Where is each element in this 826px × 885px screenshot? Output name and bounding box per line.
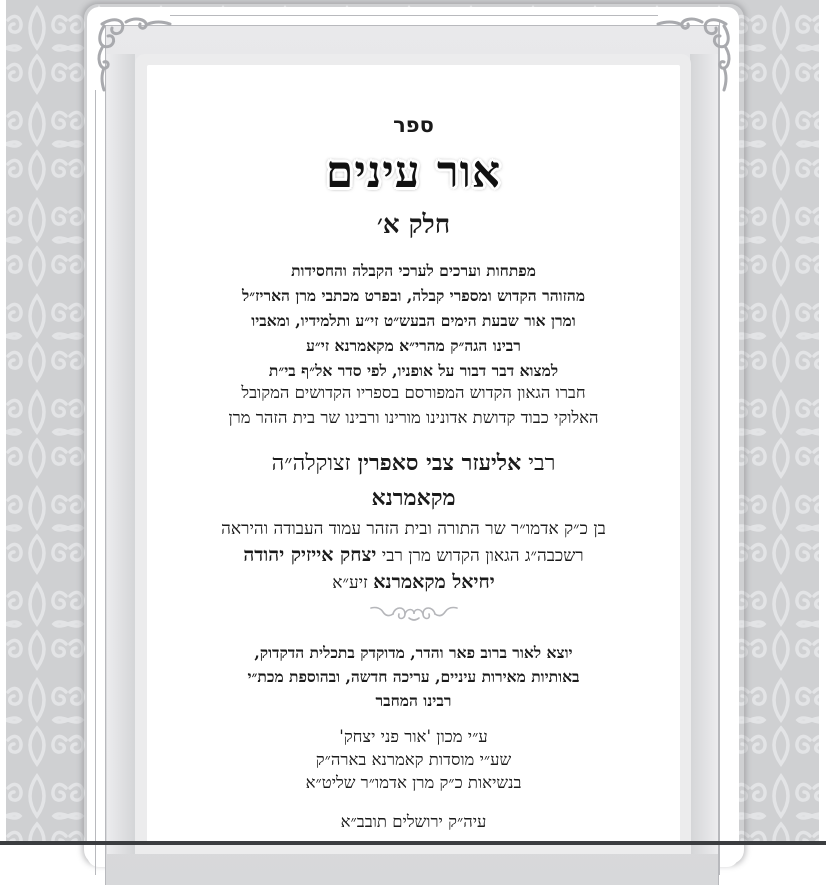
description-line: רבינו הגה״ק מהרי״א מקאמרנא זי״ע [306,336,521,355]
author-prefix: רבי [528,451,556,476]
scroll-flourish-icon [369,602,459,624]
description-line: מפתחות וערכים לערכי הקבלה והחסידות [291,261,536,280]
father-line-1: בן כ״ק אדמו״ר שר התורה ובית הזהר עמוד העבודה והיראה [221,519,606,539]
description-line: ומרן אור שבעת הימים הבעש״ט זי״ע ותלמידיו, ומאביו [251,311,576,330]
author-name-line [147,446,680,481]
publisher-line: שע״י מוסדות קאמרנא בארה״ק [315,750,512,769]
father-line-2 [147,542,680,569]
book-title: אור עינים [325,147,502,198]
description-line: מהזוהר הקדוש ומספרי קבלה, ובפרט מכתבי מרן האריז״ל [241,286,586,305]
published-line: רבינו המחבר [375,691,452,710]
sefer-label: ספר [393,113,434,137]
publisher-line: בנשיאות כ״ק מרן אדמו״ר שליט״א [305,773,522,792]
father-name-cont: יחיאל מקאמרנא [373,571,495,593]
father-line-3 [147,569,680,596]
published-line: באותיות מאירות עיניים, עריכה חדשה, ובהוספת מכת״י [247,667,580,686]
publisher-line: ע״י מכון 'אור פני יצחק' [339,727,488,746]
description-block [147,258,680,383]
composed-by-block [147,380,680,430]
father-block [147,516,680,596]
father-prefix: רשכבה״ג הגאון הקדוש מרן רבי [381,546,584,566]
frame-band-right [690,54,718,854]
volume-label: חלק א׳ [376,210,451,240]
author-place: מקאמרנא [371,485,456,511]
author-block [147,446,680,516]
father-suffix: זיע״א [332,573,368,593]
description-line: למצוא דבר דבור על אופניו, לפי סדר אל״ף בי״ת [268,361,559,380]
published-line: יוצא לאור ברוב פאר והדר, מדוקדק בתכלית הדקדוק, [254,643,573,662]
publisher-block [147,725,680,794]
author-suffix: זצוקלה״ה [271,451,351,476]
composed-by-line: חברו הגאון הקדוש המפורסם בספריו הקדושים המקובל [241,383,586,402]
published-block [147,641,680,713]
composed-by-line: האלוקי כבוד קדושת אדונינו מורינו ורבינו שר בית הזהר מרן [228,408,599,427]
place-date: עיה״ק ירושלים תובב״א [340,812,487,831]
father-name: יצחק אייזיק יהודה [243,544,377,566]
author-name: אליעזר צבי סאפרין [357,450,522,476]
bottom-bar [0,841,826,845]
frame-band-left [107,54,135,854]
